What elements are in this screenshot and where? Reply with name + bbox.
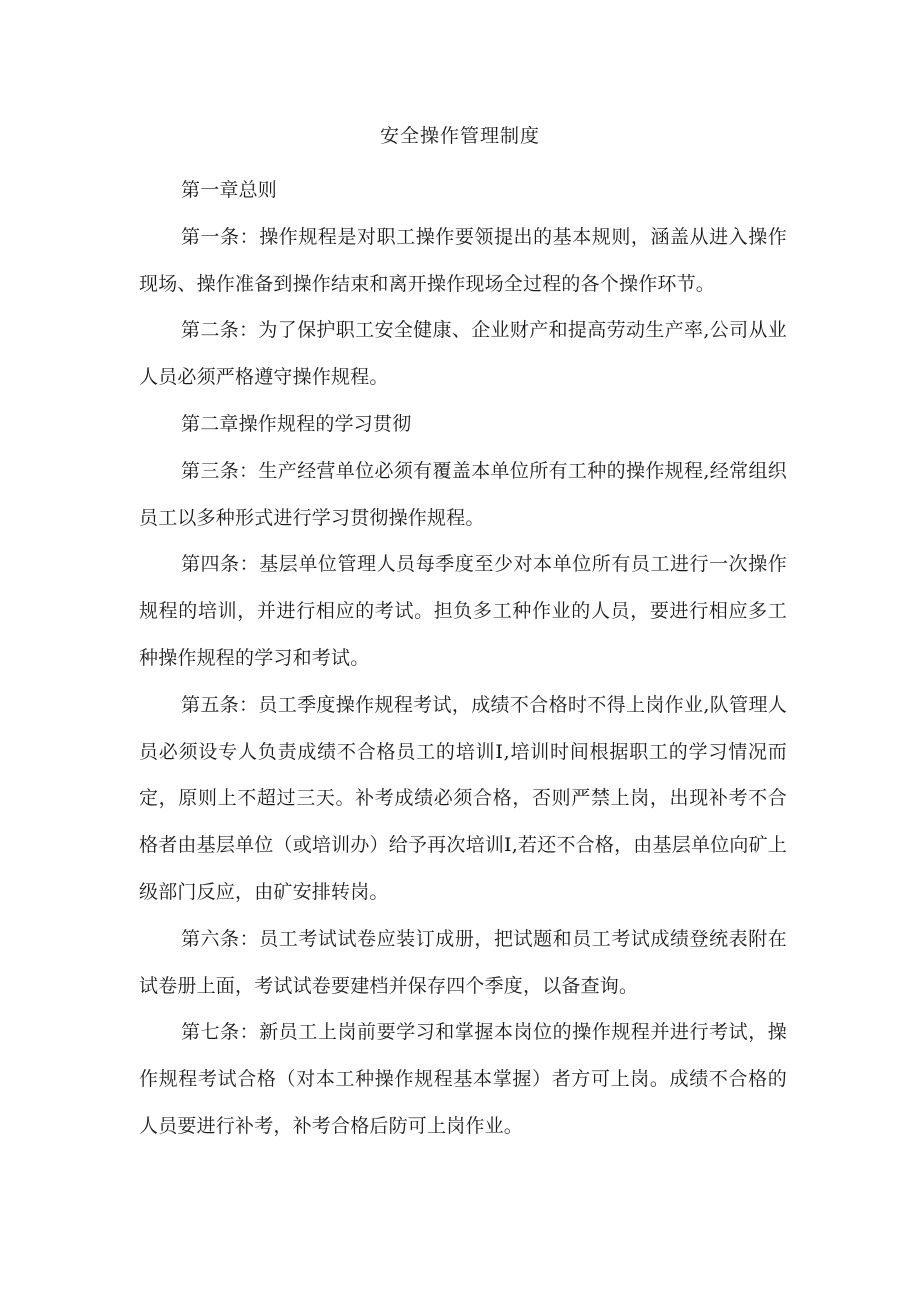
document-body	[139, 167, 787, 1150]
chapter-heading-1: 第一章总则	[181, 179, 278, 201]
article-6: 第六条：员工考试试卷应装订成册，把试题和员工考试成绩登统表附在试卷册上面，考试试卷要建档并保存四个季度，以备查询。	[139, 927, 787, 997]
article-2: 第二条：为了保护职工安全健康、企业财产和提高劳动生产率,公司从业人员必须严格遵守操作规程。	[139, 319, 787, 389]
article-7: 第七条：新员工上岗前要学习和掌握本岗位的操作规程并进行考试，操作规程考试合格（对本工种操作规程基本掌握）者方可上岗。成绩不合格的人员要进行补考，补考合格后防可上岗作业。	[139, 1021, 787, 1137]
chapter-heading-2: 第二章操作规程的学习贯彻	[181, 412, 412, 435]
document-title: 安全操作管理制度	[379, 125, 540, 147]
article-1: 第一条：操作规程是对职工操作要领提出的基本规则，涵盖从进入操作现场、操作准备到操作结束和离开操作现场全过程的各个操作环节。	[139, 225, 787, 295]
article-3: 第三条：生产经营单位必须有覆盖本单位所有工种的操作规程,经常组织员工以多种形式进行学习贯彻操作规程。	[139, 459, 787, 529]
article-4: 第四条：基层单位管理人员每季度至少对本单位所有员工进行一次操作规程的培训，并进行相应的考试。担负多工种作业的人员，要进行相应多工种操作规程的学习和考试。	[139, 553, 787, 669]
article-5: 第五条：员工季度操作规程考试，成绩不合格时不得上岗作业,队管理人员必须设专人负责成绩不合格员工的培训Ⅰ,培训时间根据职工的学习情况而定，原则上不超过三天。补考成绩必须合格，否则严禁上岗，出现补考不合格者由基层单位（或培训办）给予再次培训Ⅰ,若还不合格，由基层单位向矿上级部门反应，由矿安排转岗。	[139, 693, 787, 903]
